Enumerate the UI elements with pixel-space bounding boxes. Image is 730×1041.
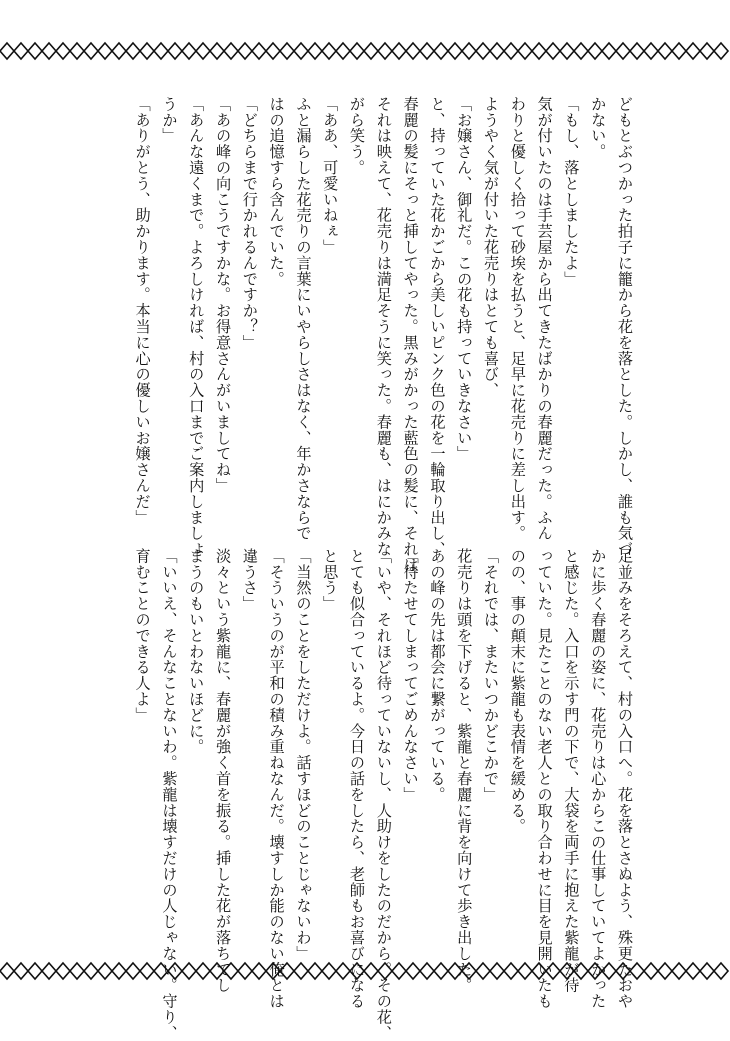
diamond-ornament: [546, 43, 560, 59]
text-line: 「あの峰の向こうですかな。お得意さんがいましてね」: [214, 96, 233, 494]
diamond-ornament: [434, 43, 448, 59]
text-line: 「どちらまで行かれるんですか？」: [240, 96, 259, 351]
text-line: 気が付いたのは手芸屋から出てきたばかりの春麗だった。ふん: [535, 96, 554, 542]
diamond-ornament: [350, 43, 364, 59]
diamond-ornament: [658, 43, 672, 59]
diamond-ornament: [504, 963, 518, 979]
diamond-ornament: [210, 963, 224, 979]
diamond-ornament: [476, 963, 490, 979]
diamond-ornament: [182, 963, 196, 979]
diamond-ornament: [14, 963, 28, 979]
diamond-ornament: [308, 963, 322, 979]
diamond-ornament: [266, 43, 280, 59]
text-line: 「それでは、またいつかどこかで」: [482, 548, 501, 803]
diamond-ornament: [630, 963, 644, 979]
diamond-ornament: [252, 43, 266, 59]
diamond-ornament: [434, 963, 448, 979]
diamond-ornament: [490, 963, 504, 979]
text-line: と、持っていた花かごから美しいピンク色の花を一輪取り出し、: [428, 96, 447, 558]
diamond-ornament: [532, 43, 546, 59]
diamond-ornament: [644, 963, 658, 979]
diamond-ornament: [672, 43, 686, 59]
diamond-ornament: [462, 43, 476, 59]
diamond-ornament: [266, 963, 280, 979]
text-line: ふと漏らした花売りの言葉にいやらしさはなく、年かさならで: [294, 96, 313, 542]
text-line: あの峰の先は都会に繋がっている。: [428, 548, 447, 803]
diamond-ornament: [616, 43, 630, 59]
text-line: 「待たせてしまってごめんなさい」: [401, 548, 420, 803]
diamond-ornament: [602, 43, 616, 59]
diamond-ornament: [112, 963, 126, 979]
diamond-ornament: [504, 43, 518, 59]
diamond-ornament: [56, 963, 70, 979]
text-line: 「いいえ、そんなことないわ。紫龍は壊すだけの人じゃない。守り、: [160, 548, 179, 1041]
text-line: とても似合っているよ。今日の話をしたら、老師もお喜びになる: [348, 548, 367, 1010]
diamond-ornament: [714, 963, 728, 979]
diamond-ornament: [182, 43, 196, 59]
diamond-ornament: [0, 43, 14, 59]
diamond-ornament: [98, 963, 112, 979]
text-line: と感じた。入口を示す門の下で、大袋を両手に抱えた紫龍が待: [562, 548, 581, 994]
diamond-ornament: [14, 43, 28, 59]
diamond-ornament: [532, 963, 546, 979]
diamond-ornament: [686, 963, 700, 979]
diamond-ornament: [588, 963, 602, 979]
diamond-ornament: [126, 963, 140, 979]
diamond-ornament: [168, 963, 182, 979]
diamond-ornament: [252, 963, 266, 979]
diamond-ornament: [280, 963, 294, 979]
text-line: 育むことのできる人よ」: [133, 548, 152, 723]
text-line: ようやく気が付いた花売りはとても喜び、: [482, 96, 501, 399]
diamond-ornament: [336, 43, 350, 59]
text-line: 「お嬢さん、御礼だ。この花も持っていきなさい」: [455, 96, 474, 462]
diamond-ornament: [518, 43, 532, 59]
text-line: どもとぶつかった拍子に籠から花を落とした。しかし、誰も気づ: [616, 96, 634, 558]
text-line: っていた。見たことのない老人との取り合わせに目を見開いたも: [535, 548, 554, 1010]
text-line: 「あんな遠くまで。よろしければ、村の入口までご案内しましょ: [187, 96, 206, 558]
text-line: のの、事の顛末に紫龍も表情を緩める。: [508, 548, 527, 835]
diamond-ornament: [238, 43, 252, 59]
lower-text-block: [98, 548, 638, 1041]
text-line: 足並みをそろえて、村の入口へ。花を落とさぬよう、殊更たおや: [616, 548, 634, 1010]
diamond-ornament: [560, 43, 574, 59]
diamond-ornament: [406, 963, 420, 979]
diamond-ornament: [448, 963, 462, 979]
diamond-ornament: [658, 963, 672, 979]
diamond-ornament: [84, 43, 98, 59]
diamond-ornament: [378, 963, 392, 979]
text-line: うか」: [160, 96, 179, 144]
diamond-ornament: [294, 43, 308, 59]
diamond-ornament: [28, 43, 42, 59]
top-diamond-border: [0, 40, 730, 62]
text-line: わりと優しく拾って砂埃を払うと、足早に花売りに差し出す。: [508, 96, 527, 542]
diamond-ornament: [56, 43, 70, 59]
diamond-ornament: [392, 963, 406, 979]
diamond-ornament: [168, 43, 182, 59]
diamond-ornament: [644, 43, 658, 59]
text-line: 春麗の髪にそっと挿してやった。黒みがかった藍色の髪に、それは: [401, 96, 420, 573]
diamond-ornament: [490, 43, 504, 59]
diamond-ornament: [364, 43, 378, 59]
diamond-ornament: [210, 43, 224, 59]
diamond-ornament: [140, 43, 154, 59]
diamond-ornament: [98, 43, 112, 59]
text-line: 違うさ」: [240, 548, 259, 612]
diamond-ornament: [196, 963, 210, 979]
diamond-ornament: [112, 43, 126, 59]
diamond-ornament: [462, 963, 476, 979]
diamond-ornament: [686, 43, 700, 59]
bottom-diamond-border: [0, 960, 730, 982]
text-line: 「ああ、可愛いねぇ」: [321, 96, 340, 255]
diamond-ornament: [574, 43, 588, 59]
diamond-ornament: [154, 43, 168, 59]
diamond-ornament: [224, 963, 238, 979]
diamond-ornament: [70, 43, 84, 59]
text-line: がら笑う。: [348, 96, 367, 176]
diamond-ornament: [140, 963, 154, 979]
text-line: 淡々という紫龍に、春麗が強く首を振る。挿した花が落ちてし: [214, 548, 233, 994]
diamond-ornament: [42, 963, 56, 979]
diamond-ornament: [546, 963, 560, 979]
diamond-ornament: [448, 43, 462, 59]
diamond-ornament: [322, 963, 336, 979]
diamond-ornament: [700, 43, 714, 59]
diamond-ornament: [630, 43, 644, 59]
diamond-ornament: [0, 963, 14, 979]
text-line: と思う」: [321, 548, 340, 612]
diamond-ornament: [560, 963, 574, 979]
diamond-ornament: [420, 43, 434, 59]
text-line: 「ありがとう、助かります。本当に心の優しいお嬢さんだ」: [133, 96, 152, 526]
diamond-ornament: [392, 43, 406, 59]
diamond-ornament: [294, 963, 308, 979]
diamond-ornament: [378, 43, 392, 59]
diamond-ornament: [224, 43, 238, 59]
diamond-ornament: [700, 963, 714, 979]
text-line: かに歩く春麗の姿に、花売りは心からこの仕事していてよかった: [589, 548, 608, 1010]
text-line: 「もし、落としましたよ」: [562, 96, 581, 287]
diamond-ornament: [476, 43, 490, 59]
text-line: はの追憶すら含んでいた。: [267, 96, 286, 287]
upper-text-block: [98, 96, 638, 573]
text-line: 「当然のことをしただけよ。話すほどのことじゃないわ」: [294, 548, 313, 962]
diamond-ornament: [588, 43, 602, 59]
diamond-ornament: [350, 963, 364, 979]
text-line: まうのもいとわないほどに。: [187, 548, 206, 755]
diamond-ornament: [616, 963, 630, 979]
diamond-ornament: [322, 43, 336, 59]
diamond-ornament: [126, 43, 140, 59]
diamond-ornament: [70, 963, 84, 979]
diamond-ornament: [308, 43, 322, 59]
text-line: 花売りは頭を下げると、紫龍と春麗に背を向けて歩き出した。: [455, 548, 474, 994]
diamond-ornament: [672, 963, 686, 979]
diamond-ornament: [28, 963, 42, 979]
text-line: 「いや、それほど待っていないし、人助けをしたのだから。その花、: [374, 548, 393, 1041]
diamond-ornament: [84, 963, 98, 979]
diamond-ornament: [196, 43, 210, 59]
text-line: かない。: [589, 96, 608, 160]
diamond-ornament: [42, 43, 56, 59]
diamond-ornament: [518, 963, 532, 979]
text-line: それは映えて、花売りは満足そうに笑った。春麗も、はにかみな: [374, 96, 393, 558]
diamond-ornament: [238, 963, 252, 979]
diamond-ornament: [420, 963, 434, 979]
diamond-ornament: [574, 963, 588, 979]
diamond-ornament: [364, 963, 378, 979]
diamond-ornament: [602, 963, 616, 979]
text-line: 「そういうのが平和の積み重ねなんだ。壊すしか能のない俺とは: [267, 548, 286, 1010]
diamond-ornament: [154, 963, 168, 979]
diamond-ornament: [714, 43, 728, 59]
diamond-ornament: [280, 43, 294, 59]
diamond-ornament: [336, 963, 350, 979]
diamond-ornament: [406, 43, 420, 59]
